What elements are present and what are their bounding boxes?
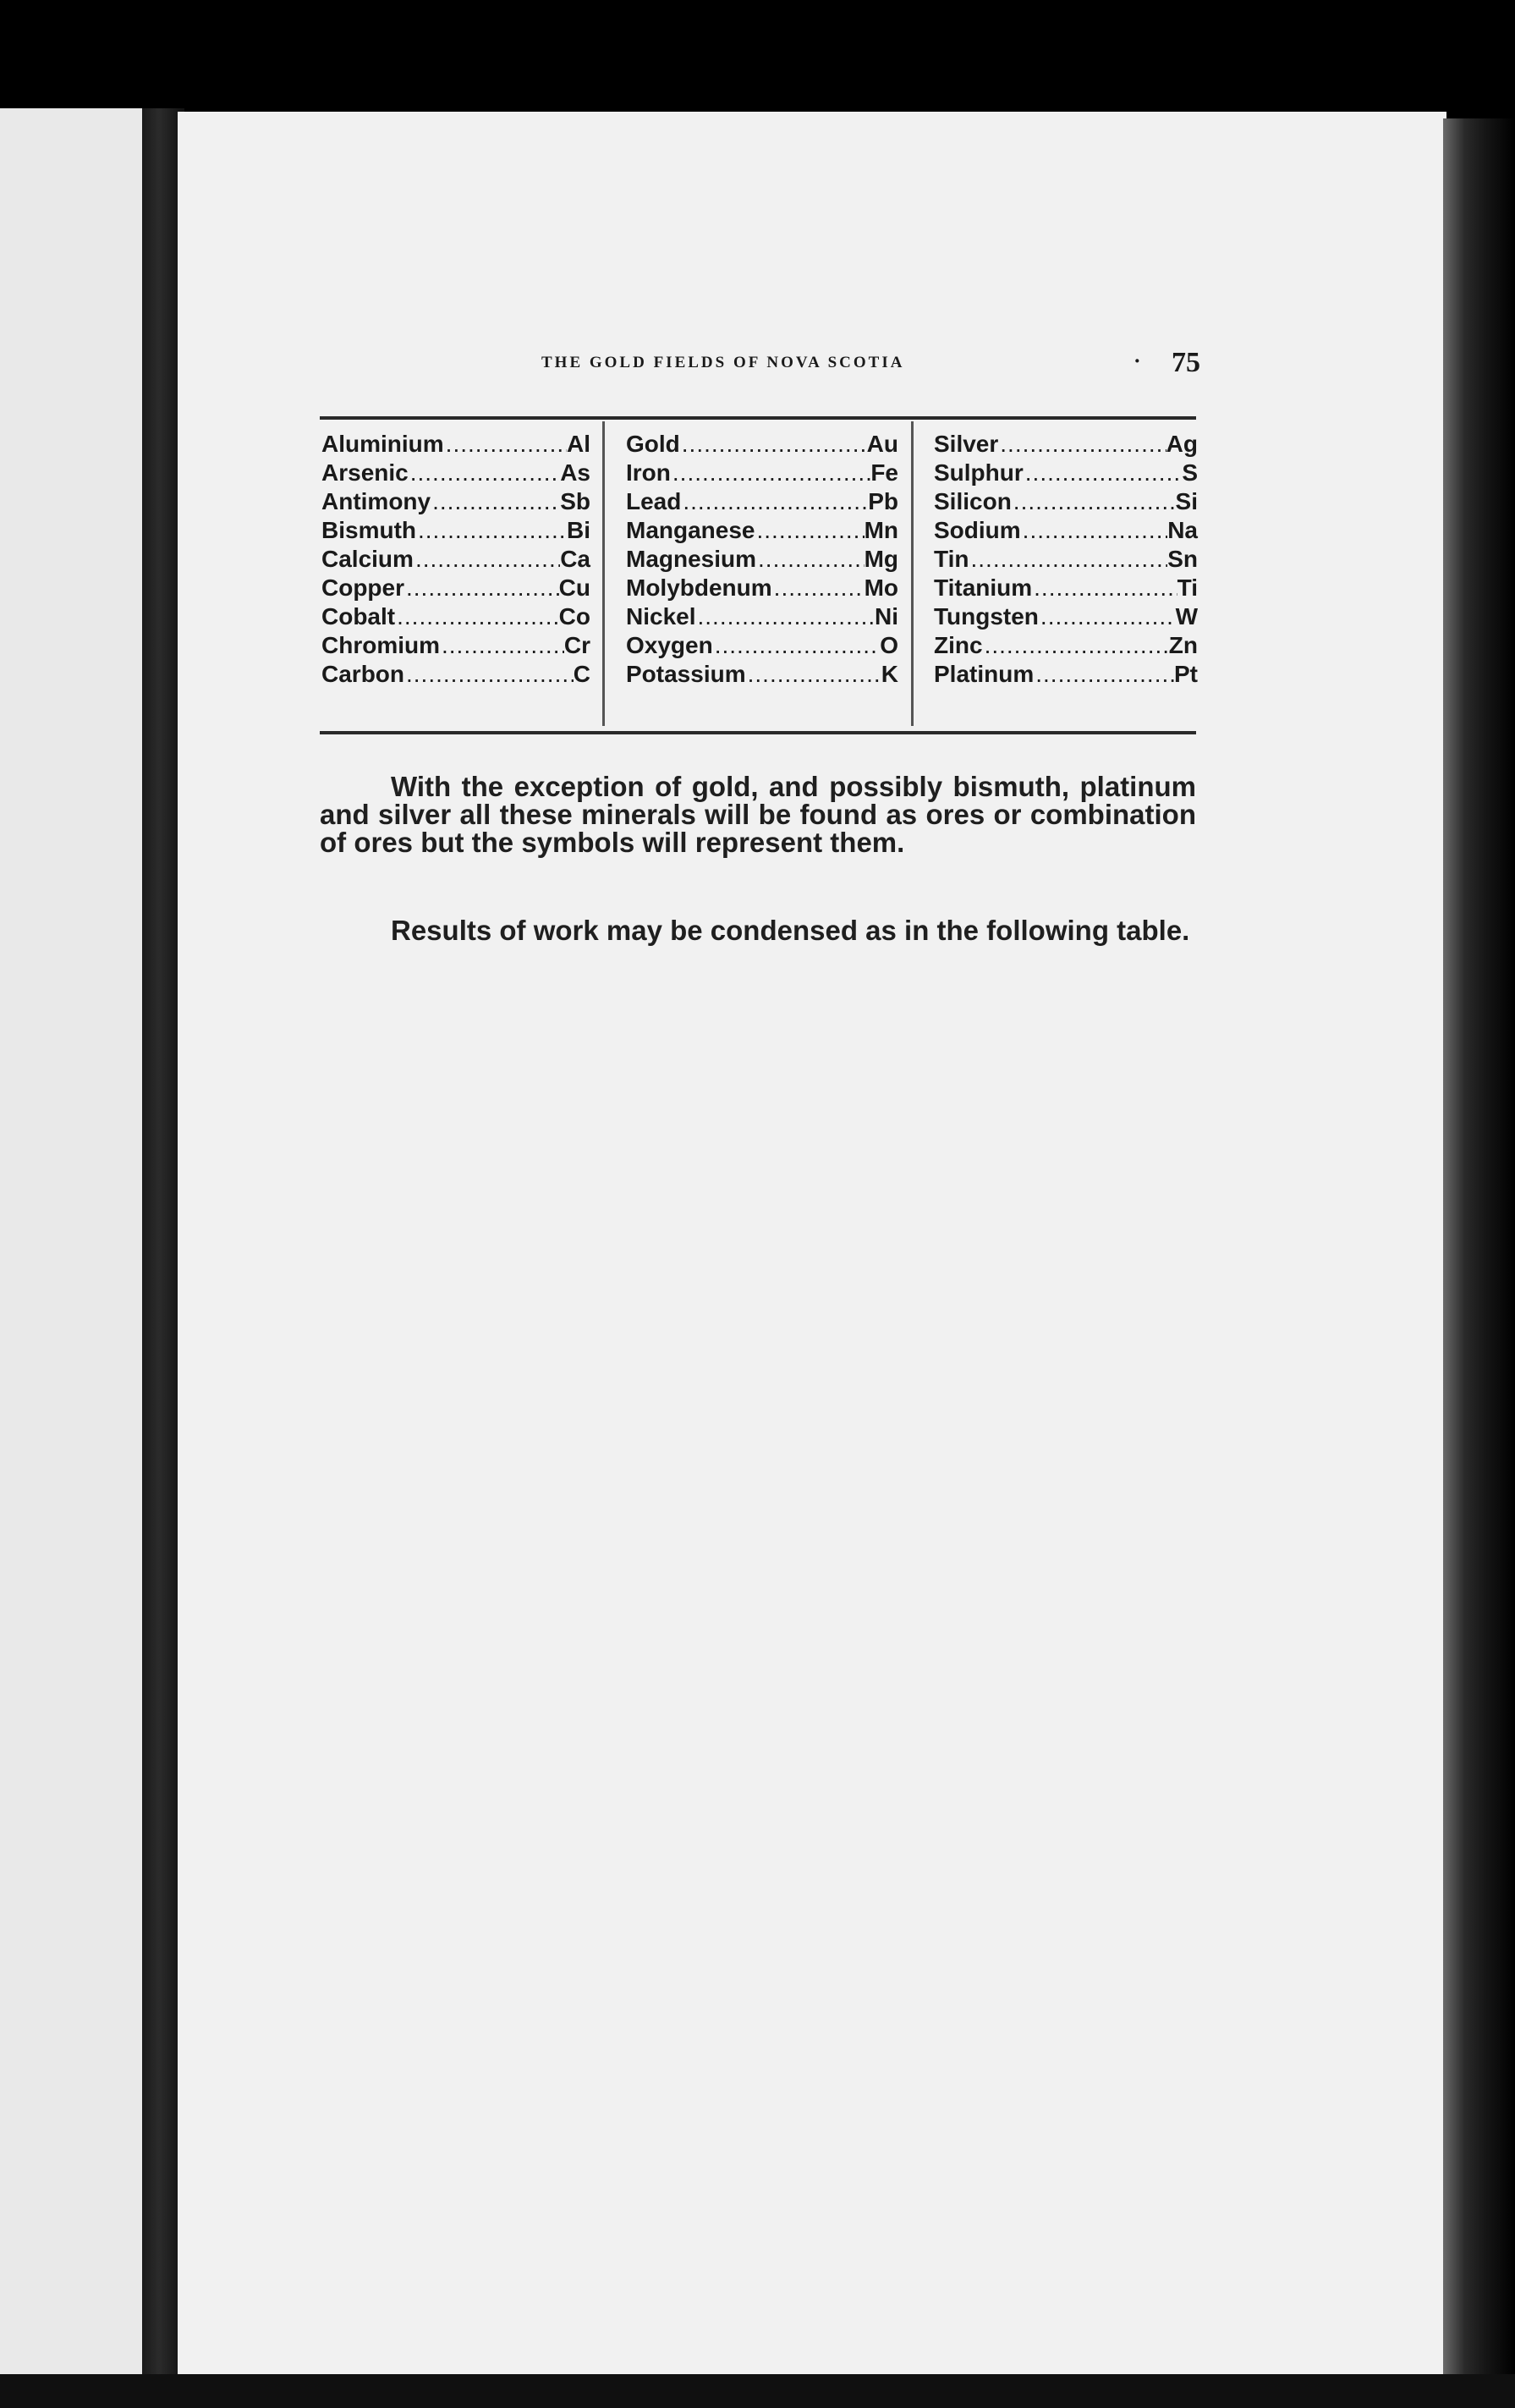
element-entry bbox=[934, 459, 1198, 487]
table-column-divider bbox=[911, 421, 914, 726]
element-symbol: As bbox=[560, 459, 590, 486]
element-symbol: Ti bbox=[1177, 575, 1198, 601]
element-symbol: K bbox=[881, 661, 898, 687]
dot-leader bbox=[409, 459, 560, 487]
element-symbol: Mn bbox=[864, 517, 898, 543]
element-name: Silver bbox=[934, 431, 999, 457]
element-entry bbox=[626, 516, 898, 545]
element-symbol: S bbox=[1182, 459, 1198, 486]
element-name: Titanium bbox=[934, 575, 1033, 601]
element-symbol: Co bbox=[558, 603, 590, 629]
dot-leader bbox=[756, 545, 865, 574]
element-name: Sodium bbox=[934, 517, 1021, 543]
element-symbol: Pb bbox=[868, 488, 898, 514]
element-entry bbox=[321, 487, 590, 516]
element-entry bbox=[626, 430, 898, 459]
dot-leader bbox=[416, 516, 567, 545]
element-entry bbox=[626, 459, 898, 487]
elements-column-2 bbox=[626, 430, 898, 689]
element-entry bbox=[321, 574, 590, 602]
element-name: Aluminium bbox=[321, 431, 444, 457]
element-symbol: Zn bbox=[1168, 632, 1198, 658]
element-symbol: Pt bbox=[1174, 661, 1198, 687]
element-entry bbox=[626, 545, 898, 574]
element-symbol: W bbox=[1175, 603, 1198, 629]
dot-leader bbox=[1021, 516, 1168, 545]
page-number: 75 bbox=[1172, 347, 1200, 378]
dot-leader bbox=[696, 602, 876, 631]
dot-leader bbox=[1012, 487, 1176, 516]
element-entry bbox=[321, 545, 590, 574]
element-name: Potassium bbox=[626, 661, 746, 687]
element-entry bbox=[321, 602, 590, 631]
element-entry bbox=[934, 545, 1198, 574]
element-name: Lead bbox=[626, 488, 682, 514]
dot-leader bbox=[1034, 660, 1174, 689]
element-entry bbox=[321, 459, 590, 487]
element-name: Oxygen bbox=[626, 632, 713, 658]
dot-leader bbox=[998, 430, 1166, 459]
element-entry bbox=[626, 660, 898, 689]
element-name: Nickel bbox=[626, 603, 696, 629]
element-name: Sulphur bbox=[934, 459, 1024, 486]
element-symbol: C bbox=[573, 661, 590, 687]
element-entry bbox=[626, 602, 898, 631]
dot-leader bbox=[746, 660, 881, 689]
dot-leader bbox=[755, 516, 865, 545]
header-dot: · bbox=[1134, 349, 1141, 373]
element-name: Cobalt bbox=[321, 603, 396, 629]
element-name: Bismuth bbox=[321, 517, 416, 543]
element-name: Silicon bbox=[934, 488, 1012, 514]
table-bottom-rule bbox=[320, 731, 1196, 734]
element-symbol: O bbox=[880, 632, 898, 658]
element-entry bbox=[626, 487, 898, 516]
body-paragraph: Results of work may be condensed as in the following table. bbox=[391, 915, 1190, 946]
dot-leader bbox=[1024, 459, 1183, 487]
dot-leader bbox=[444, 430, 567, 459]
dot-leader bbox=[713, 631, 881, 660]
element-symbol: Bi bbox=[567, 517, 590, 543]
element-entry bbox=[321, 430, 590, 459]
element-symbol: Si bbox=[1175, 488, 1198, 514]
element-symbol: Al bbox=[567, 431, 590, 457]
dot-leader bbox=[772, 574, 865, 602]
element-symbol: Sb bbox=[560, 488, 590, 514]
dot-leader bbox=[1039, 602, 1176, 631]
element-symbol: Cr bbox=[563, 632, 590, 658]
element-symbol: Sn bbox=[1167, 546, 1198, 572]
element-name: Calcium bbox=[321, 546, 414, 572]
dot-leader bbox=[969, 545, 1167, 574]
dot-leader bbox=[404, 574, 559, 602]
element-name: Manganese bbox=[626, 517, 755, 543]
element-entry bbox=[626, 631, 898, 660]
element-entry bbox=[321, 660, 590, 689]
element-entry bbox=[626, 574, 898, 602]
element-entry bbox=[934, 574, 1198, 602]
element-symbol: Cu bbox=[558, 575, 590, 601]
element-name: Antimony bbox=[321, 488, 431, 514]
dot-leader bbox=[680, 430, 867, 459]
element-name: Chromium bbox=[321, 632, 440, 658]
elements-column-3 bbox=[934, 430, 1198, 689]
dot-leader bbox=[395, 602, 559, 631]
element-name: Gold bbox=[626, 431, 680, 457]
element-name: Zinc bbox=[934, 632, 983, 658]
element-entry bbox=[934, 430, 1198, 459]
element-name: Carbon bbox=[321, 661, 404, 687]
element-symbol: Ni bbox=[875, 603, 898, 629]
element-symbol: Mg bbox=[864, 546, 898, 572]
body-paragraph: With the exception of gold, and possibly bismuth, platinum and silver all these minerals will be found as ores or combination of ores but the symbols will represent them. bbox=[320, 771, 1196, 858]
element-entry bbox=[321, 516, 590, 545]
element-entry bbox=[321, 631, 590, 660]
element-symbol: Mo bbox=[864, 575, 898, 601]
running-head: THE GOLD FIELDS OF NOVA SCOTIA bbox=[541, 354, 905, 371]
element-name: Copper bbox=[321, 575, 404, 601]
dot-leader bbox=[1032, 574, 1177, 602]
element-entry bbox=[934, 660, 1198, 689]
element-symbol: Fe bbox=[870, 459, 898, 486]
element-name: Tin bbox=[934, 546, 969, 572]
adjacent-left-page bbox=[0, 108, 142, 2376]
element-name: Magnesium bbox=[626, 546, 757, 572]
element-symbol: Ca bbox=[560, 546, 590, 572]
element-entry bbox=[934, 631, 1198, 660]
bottom-page-edge bbox=[0, 2374, 1515, 2408]
dot-leader bbox=[414, 545, 560, 574]
elements-column-1 bbox=[321, 430, 590, 689]
dot-leader bbox=[983, 631, 1169, 660]
dot-leader bbox=[671, 459, 870, 487]
dot-leader bbox=[440, 631, 564, 660]
dot-leader bbox=[404, 660, 574, 689]
dot-leader bbox=[681, 487, 868, 516]
right-page-edge bbox=[1443, 118, 1515, 2408]
table-top-rule bbox=[320, 416, 1196, 420]
element-symbol: Na bbox=[1167, 517, 1198, 543]
element-entry bbox=[934, 487, 1198, 516]
element-entry bbox=[934, 516, 1198, 545]
element-name: Arsenic bbox=[321, 459, 409, 486]
element-name: Platinum bbox=[934, 661, 1035, 687]
element-name: Iron bbox=[626, 459, 671, 486]
element-entry bbox=[934, 602, 1198, 631]
element-symbol: Ag bbox=[1166, 431, 1198, 457]
element-name: Molybdenum bbox=[626, 575, 772, 601]
dot-leader bbox=[431, 487, 560, 516]
table-column-divider bbox=[602, 421, 605, 726]
element-name: Tungsten bbox=[934, 603, 1039, 629]
element-symbol: Au bbox=[866, 431, 898, 457]
